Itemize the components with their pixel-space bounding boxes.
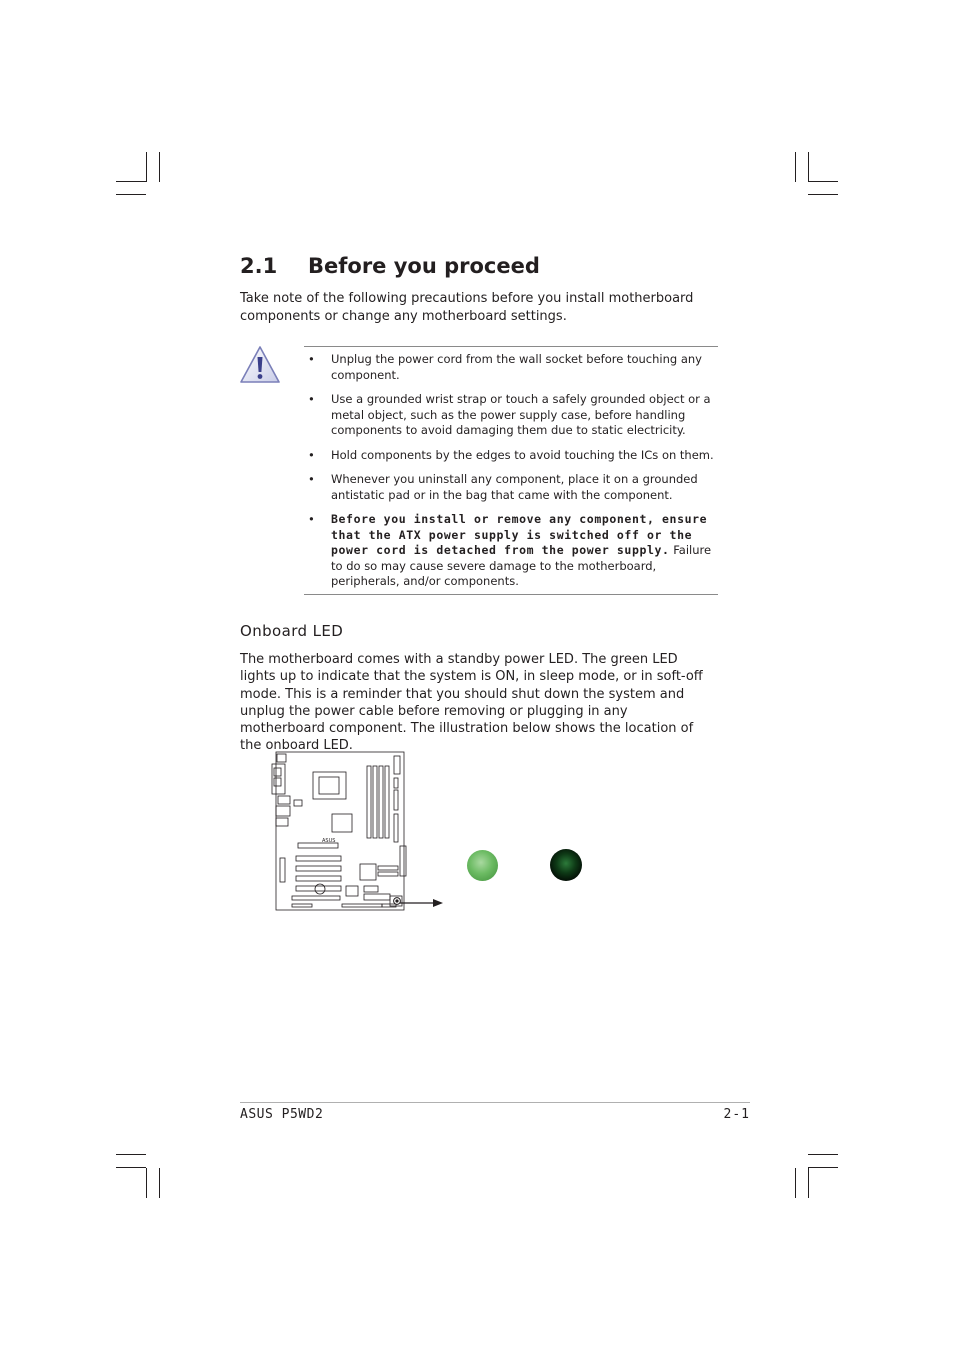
crop-mark <box>116 1154 146 1155</box>
precautions-list <box>308 352 720 599</box>
crop-mark <box>146 1168 147 1198</box>
list-item: • Unplug the power cord from the wall socket before touching any component. <box>308 352 702 382</box>
crop-mark <box>116 181 146 182</box>
intro-paragraph: Take note of the following precautions before you install motherboard components or change any motherboard settings. <box>240 291 694 324</box>
crop-mark <box>159 1168 160 1198</box>
critical-warning-text: Before you install or remove any component, ensure that the ATX power supply is switched off or the power cord is detached from the power supply. <box>331 512 708 557</box>
green-led-off-icon <box>550 849 582 881</box>
list-item: • Whenever you uninstall any component, place it on a grounded antistatic pad or in the bag that came with the component. <box>308 472 698 502</box>
footer-product-name: ASUS P5WD2 <box>240 1107 324 1122</box>
crop-mark <box>146 152 147 182</box>
motherboard-layout-diagram <box>270 746 450 916</box>
note-bottom-rule <box>304 594 718 595</box>
body-paragraph: The motherboard comes with a standby power LED. The green LED lights up to indicate that the system is ON, in sleep mode, or in soft-off mode. This is a reminder that you should shut down the system and unplug the power cable before removing or plugging in any motherboard component. The illustration below shows the location of the onboard LED. <box>240 652 703 754</box>
crop-mark <box>808 181 838 182</box>
green-led-on-icon <box>467 850 498 881</box>
list-item-critical: • Before you install or remove any component, ensure that the ATX power supply is switched off or the power cord is detached from the power supply. Failure to do so may cause severe damage to the motherboard, peripherals, and/or components. <box>308 512 712 588</box>
list-item: • Hold components by the edges to avoid touching the ICs on them. <box>308 447 714 462</box>
list-item: • Use a grounded wrist strap or touch a safely grounded object or a metal object, such as the power supply case, before handling components to avoid damaging them due to static electricity. <box>308 392 711 437</box>
crop-mark <box>808 1168 809 1198</box>
crop-mark <box>808 1154 838 1155</box>
crop-mark <box>808 152 809 182</box>
crop-mark <box>795 152 796 182</box>
footer-rule <box>240 1102 750 1103</box>
note-top-rule <box>304 346 718 347</box>
section-title <box>240 254 540 278</box>
board-logo: ASUS <box>322 838 336 844</box>
crop-mark <box>808 194 838 195</box>
critical-warning-consequence: Failure to do so may cause severe damage to the motherboard, peripherals, and/or components. <box>331 543 712 588</box>
page-number: 2-1 <box>723 1107 750 1122</box>
crop-mark <box>795 1168 796 1198</box>
crop-mark <box>159 152 160 182</box>
section-title-text: Before you proceed <box>308 254 540 278</box>
crop-mark <box>116 1167 146 1168</box>
crop-mark <box>116 194 146 195</box>
warning-triangle-icon <box>239 345 281 385</box>
section-number: 2.1 <box>240 254 278 278</box>
crop-mark <box>808 1167 838 1168</box>
subsection-title: Onboard LED <box>240 622 344 640</box>
